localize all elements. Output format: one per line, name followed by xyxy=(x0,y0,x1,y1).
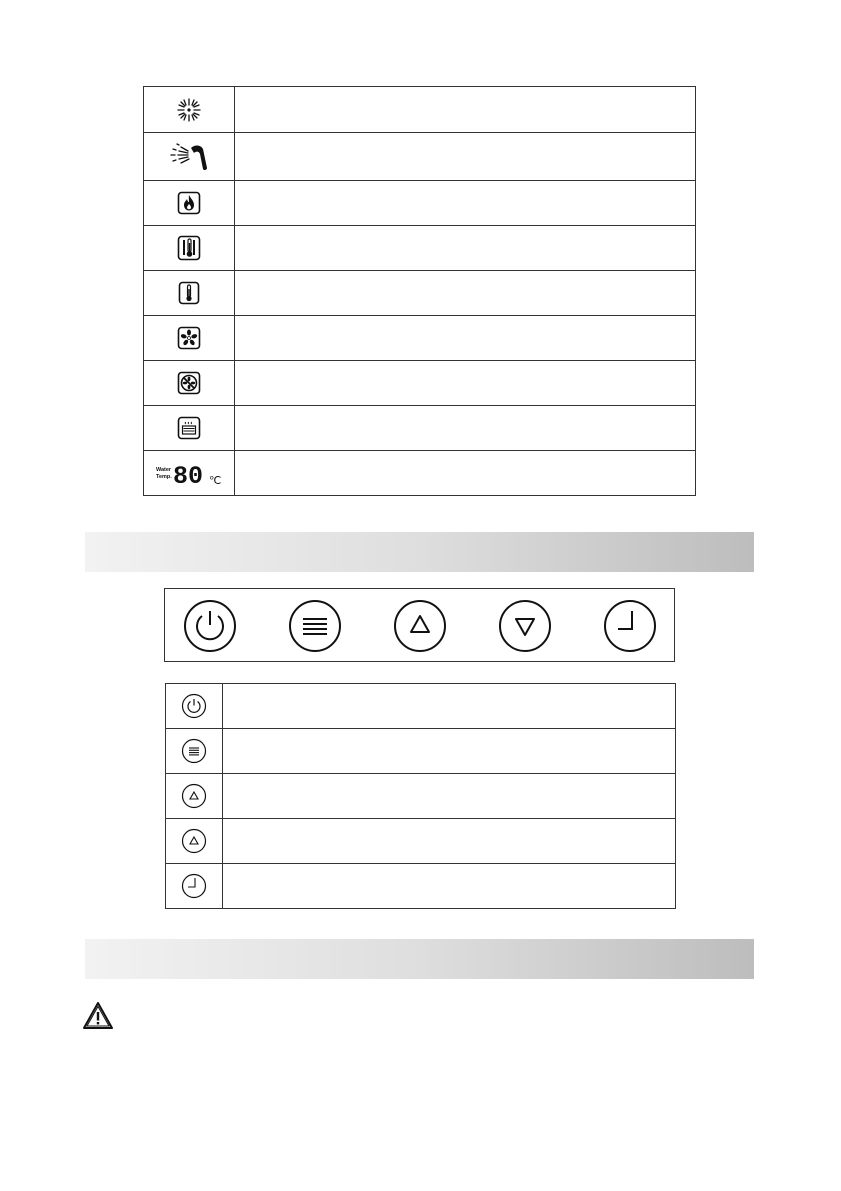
fan-icon xyxy=(144,316,235,361)
row-description xyxy=(235,406,696,451)
row-description xyxy=(223,819,676,864)
button-table xyxy=(165,683,676,909)
warning-icon xyxy=(82,1001,114,1031)
water-temp-label-bottom: Temp. xyxy=(156,474,172,480)
water-temp-digits: 80 xyxy=(173,462,204,487)
table-row xyxy=(144,271,696,316)
row-description xyxy=(223,729,676,774)
table-row xyxy=(144,406,696,451)
row-description xyxy=(235,316,696,361)
clock-icon xyxy=(166,864,223,909)
table-row xyxy=(166,729,676,774)
row-description xyxy=(223,774,676,819)
row-description xyxy=(235,181,696,226)
dual-thermometer-icon xyxy=(144,226,235,271)
flame-icon xyxy=(144,181,235,226)
thermometer-icon xyxy=(144,271,235,316)
table-row xyxy=(166,864,676,909)
row-description xyxy=(235,271,696,316)
water-temp-unit: ℃ xyxy=(209,475,222,487)
up-arrow-icon xyxy=(166,774,223,819)
clock-button[interactable] xyxy=(603,599,657,653)
table-row xyxy=(166,684,676,729)
table-row xyxy=(144,87,696,133)
section-header-bar xyxy=(85,939,754,979)
table-row xyxy=(144,226,696,271)
row-description xyxy=(235,87,696,133)
heater-icon xyxy=(144,406,235,451)
table-row xyxy=(166,819,676,864)
down-button[interactable] xyxy=(498,599,552,653)
up-button[interactable] xyxy=(393,599,447,653)
row-description xyxy=(235,361,696,406)
water-temp-label-top: Water xyxy=(156,467,172,473)
row-description xyxy=(223,864,676,909)
down-arrow-icon xyxy=(498,599,552,653)
power-button[interactable] xyxy=(183,599,237,653)
section-header-bar xyxy=(85,532,754,572)
row-description xyxy=(223,684,676,729)
menu-button[interactable] xyxy=(288,599,342,653)
table-row xyxy=(144,181,696,226)
table-row xyxy=(144,361,696,406)
row-description xyxy=(235,133,696,181)
clock-icon xyxy=(603,599,657,653)
sun-icon xyxy=(144,87,235,133)
menu-icon xyxy=(166,729,223,774)
power-icon xyxy=(183,599,237,653)
indicator-table xyxy=(143,86,696,496)
up-arrow-icon xyxy=(166,819,223,864)
table-row xyxy=(166,774,676,819)
row-description xyxy=(235,226,696,271)
up-arrow-icon xyxy=(393,599,447,653)
control-panel xyxy=(164,588,675,662)
table-row xyxy=(144,451,696,496)
table-row xyxy=(144,133,696,181)
menu-icon xyxy=(288,599,342,653)
water-temp-display-icon xyxy=(144,451,235,496)
shower-icon xyxy=(144,133,235,181)
table-row xyxy=(144,316,696,361)
row-description xyxy=(235,451,696,496)
power-icon xyxy=(166,684,223,729)
fan-off-icon xyxy=(144,361,235,406)
